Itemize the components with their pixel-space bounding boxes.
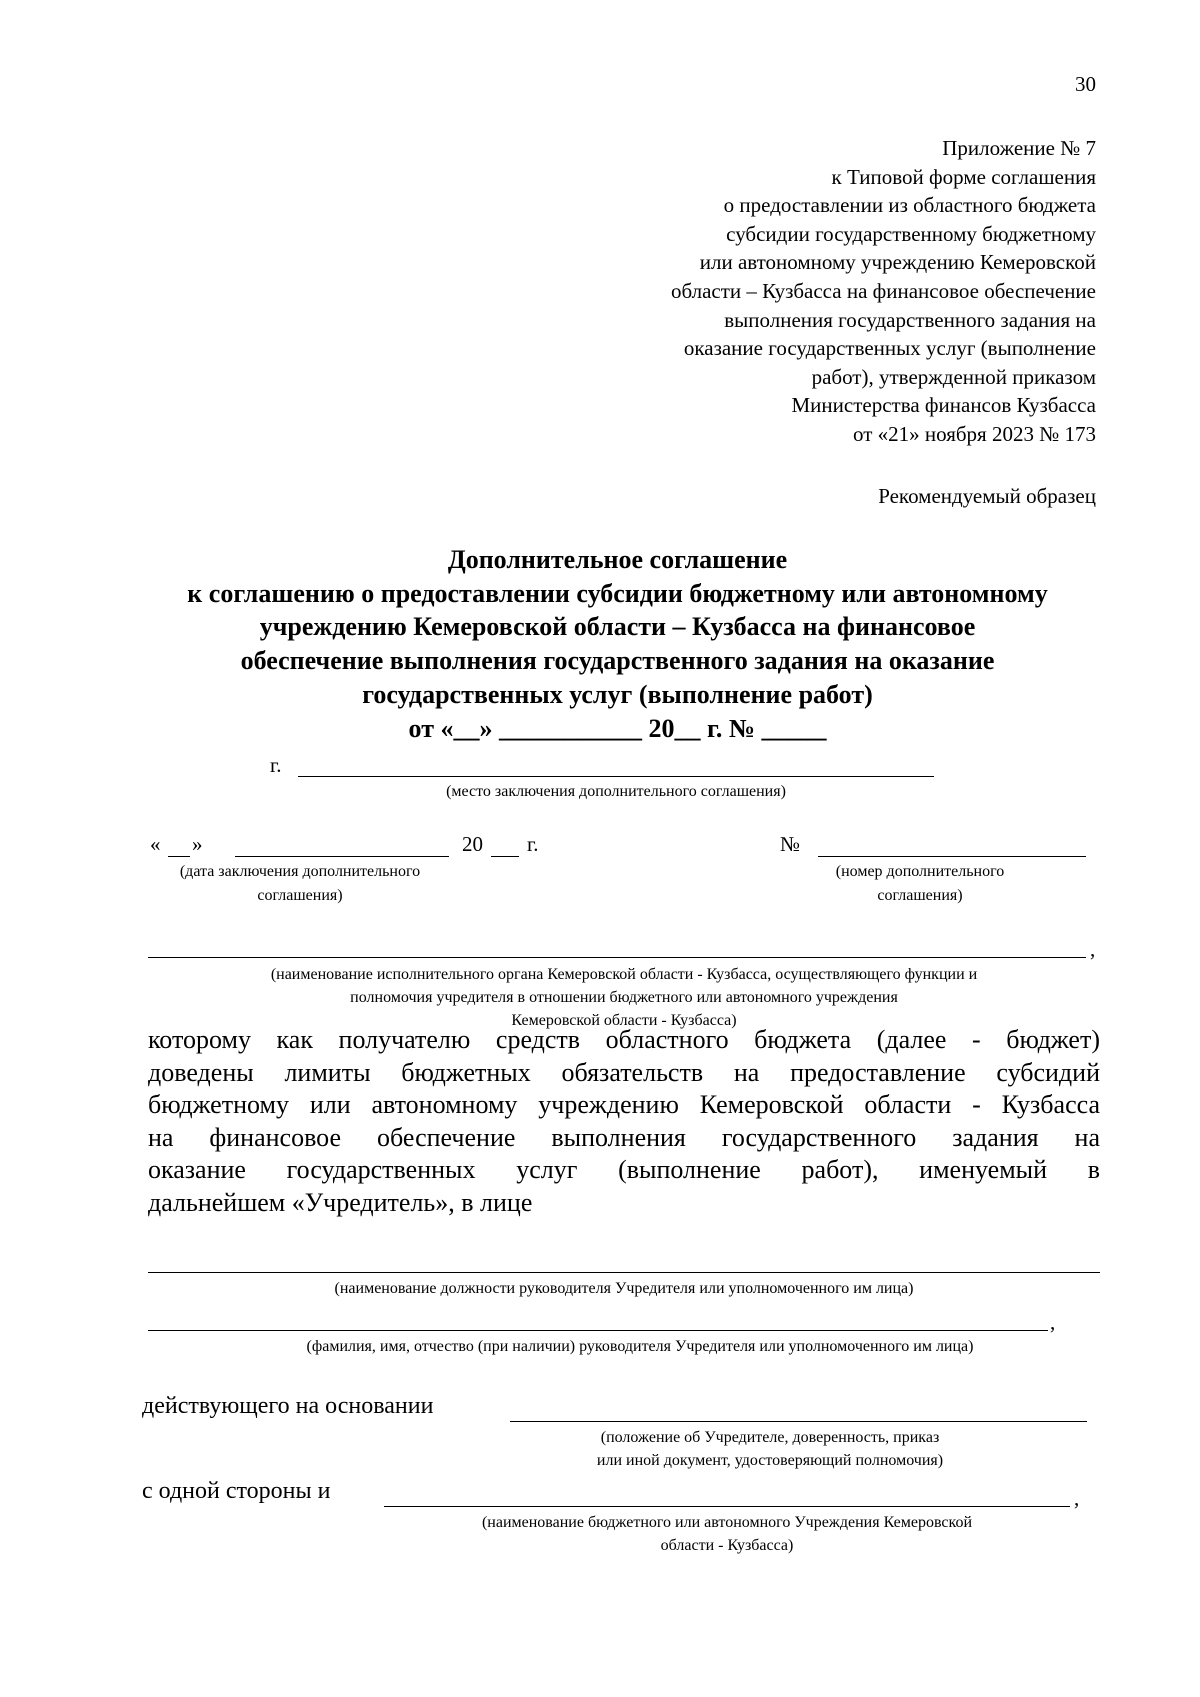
one-side-comma: , bbox=[1074, 1486, 1080, 1510]
one-side-field[interactable] bbox=[384, 1506, 1070, 1507]
one-side-caption-line1: (наименование бюджетного или автономного Учреждения Кемеровской bbox=[481, 1514, 973, 1531]
city-prefix: г. bbox=[270, 753, 282, 777]
date-year-prefix: 20 bbox=[462, 832, 483, 856]
date-caption-line2: соглашения) bbox=[257, 887, 343, 904]
title-line: обеспечение выполнения государственного задания на оказание bbox=[240, 646, 995, 676]
position-field[interactable] bbox=[148, 1272, 1100, 1273]
one-side-label: с одной стороны и bbox=[142, 1478, 331, 1504]
appendix-header bbox=[536, 134, 1096, 449]
appendix-line: о предоставлении из областного бюджета bbox=[723, 193, 1096, 218]
body-line: оказание государственных услуг (выполнение работ), именуемый в bbox=[148, 1155, 1100, 1185]
date-quote-close: » bbox=[192, 832, 203, 856]
body-line: бюджетному или автономному учреждению Кемеровской области - Кузбасса bbox=[148, 1090, 1100, 1120]
body-line: дальнейшем «Учредитель», в лице bbox=[148, 1187, 533, 1217]
fio-field[interactable] bbox=[148, 1330, 1048, 1331]
appendix-line: от «21» ноября 2023 № 173 bbox=[852, 421, 1096, 446]
organ-caption-line: (наименование исполнительного органа Кемеровской области - Кузбасса, осуществляющего функции и bbox=[270, 966, 978, 983]
title-line: государственных услуг (выполнение работ) bbox=[362, 679, 873, 709]
body-line: доведены лимиты бюджетных обязательств на предоставление субсидий bbox=[148, 1057, 1100, 1087]
appendix-line: области – Кузбасса на финансовое обеспечение bbox=[670, 278, 1096, 303]
page-number: 30 bbox=[1075, 72, 1096, 96]
basis-label: действующего на основании bbox=[142, 1393, 434, 1419]
date-caption-line1: (дата заключения дополнительного bbox=[179, 863, 421, 880]
number-caption-line2: соглашения) bbox=[877, 887, 963, 904]
basis-caption-line1: (положение об Учредителе, доверенность, приказ bbox=[600, 1429, 940, 1446]
date-day-field[interactable] bbox=[168, 856, 190, 857]
one-side-caption-line2: области - Кузбасса) bbox=[660, 1537, 794, 1554]
number-field[interactable] bbox=[818, 856, 1086, 857]
city-field[interactable] bbox=[298, 776, 934, 777]
organ-field[interactable] bbox=[148, 957, 1086, 958]
document-title bbox=[135, 543, 1100, 745]
organ-comma: , bbox=[1090, 937, 1096, 961]
title-line: к соглашению о предоставлении субсидии бюджетному или автономному bbox=[187, 578, 1048, 608]
organ-caption-line: Кемеровской области - Кузбасса) bbox=[511, 1012, 737, 1029]
body-paragraph bbox=[148, 1024, 1100, 1220]
appendix-line: к Типовой форме соглашения bbox=[831, 164, 1096, 189]
date-quote-open: « bbox=[150, 832, 161, 856]
date-year-field[interactable] bbox=[491, 856, 519, 857]
sample-label: Рекомендуемый образец bbox=[878, 484, 1096, 508]
position-caption: (наименование должности руководителя Учредителя или уполномоченного им лица) bbox=[334, 1280, 914, 1297]
fio-caption: (фамилия, имя, отчество (при наличии) руководителя Учредителя или уполномоченного им лица) bbox=[306, 1338, 974, 1355]
title-line: от «__» ___________ 20__ г. № _____ bbox=[408, 713, 827, 743]
basis-caption-line2: или иной документ, удостоверяющий полномочия) bbox=[596, 1452, 944, 1469]
appendix-line: оказание государственных услуг (выполнение bbox=[683, 336, 1096, 361]
number-caption-line1: (номер дополнительного bbox=[835, 863, 1005, 880]
fio-comma: , bbox=[1050, 1310, 1056, 1334]
basis-field[interactable] bbox=[510, 1421, 1087, 1422]
appendix-line: или автономному учреждению Кемеровской bbox=[699, 250, 1096, 275]
appendix-line: Министерства финансов Кузбасса bbox=[791, 393, 1096, 418]
appendix-line: Приложение № 7 bbox=[942, 136, 1096, 160]
body-line: которому как получателю средств областного бюджета (далее - бюджет) bbox=[148, 1025, 1100, 1054]
appendix-line: выполнения государственного задания на bbox=[724, 307, 1096, 332]
city-caption: (место заключения дополнительного соглашения) bbox=[446, 783, 786, 800]
date-year-suffix: г. bbox=[527, 832, 539, 856]
body-line: на финансовое обеспечение выполнения государственного задания на bbox=[148, 1122, 1100, 1152]
number-sign: № bbox=[780, 832, 801, 856]
date-month-field[interactable] bbox=[235, 856, 449, 857]
title-line: Дополнительное соглашение bbox=[447, 545, 788, 574]
title-line: учреждению Кемеровской области – Кузбасса на финансовое bbox=[259, 612, 976, 642]
appendix-line: субсидии государственному бюджетному bbox=[726, 221, 1096, 246]
appendix-line: работ), утвержденной приказом bbox=[811, 364, 1096, 389]
organ-caption-line: полномочия учредителя в отношении бюджетного или автономного учреждения bbox=[350, 989, 898, 1006]
